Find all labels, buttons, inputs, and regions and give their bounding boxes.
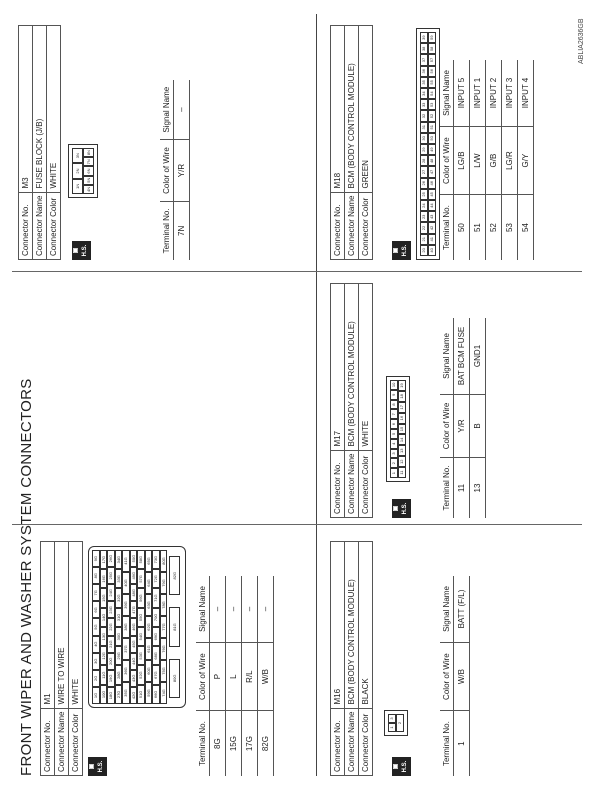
connector-pin: 30 [420, 133, 428, 144]
wire-header: Color of Wire [440, 126, 454, 194]
connector-pin: 2 [396, 714, 404, 732]
connector-pin: 41G [122, 550, 130, 572]
connector-m16-diagram [384, 710, 408, 736]
connector-pin: 60G [145, 660, 153, 682]
terminal-table-m3 [160, 10, 190, 260]
connector-no-value: M1 [41, 541, 55, 708]
connector-pin: 65G [145, 550, 153, 572]
connector-pin: 53 [428, 99, 436, 110]
terminal-cell: 7N [174, 201, 190, 260]
signal-name-cell: GND1 [470, 318, 486, 394]
table-row [518, 60, 534, 260]
table-row [470, 318, 486, 518]
connector-no-label: Connector No. [331, 192, 345, 259]
connector-no-value: M17 [331, 283, 345, 450]
connector-pin: 34 [420, 88, 428, 99]
connector-pin: 47 [428, 166, 436, 177]
wire-header: Color of Wire [440, 394, 454, 457]
connector-pin: 38 [420, 43, 428, 54]
connector-pin: 73G [152, 550, 160, 569]
connector-pin: 3 [388, 714, 396, 723]
wire-color-cell: LG/B [454, 126, 470, 194]
terminal-header: Terminal No. [440, 711, 454, 776]
connector-pin: 21 [420, 234, 428, 245]
connector-pin: 28 [420, 155, 428, 166]
connector-name-value: FUSE BLOCK (J/B) [33, 25, 47, 192]
connector-pin: 62G [145, 616, 153, 638]
connector-pin: 8N [83, 148, 94, 157]
connector-pin: 14G [100, 608, 108, 627]
connector-name-value: WIRE TO WIRE [55, 541, 69, 708]
connector-pin: 55G [137, 608, 145, 627]
connector-pin: 11 [398, 467, 406, 478]
connector-color-value: WHITE [47, 25, 61, 192]
connector-pin: 2 [390, 458, 398, 468]
connector-name-value: BCM (BODY CONTROL MODULE) [345, 541, 359, 708]
connector-pin: 31G [115, 608, 123, 627]
connector-pin: 50G [130, 550, 138, 567]
connector-pin: 59 [428, 32, 436, 43]
connector-pin: 36 [420, 66, 428, 77]
wire-color-cell: LG/R [502, 126, 518, 194]
connector-pin: 1G [92, 687, 100, 704]
connector-color-label: Connector Color [359, 192, 373, 259]
wire-color-cell: W/B [454, 642, 470, 710]
wire-header: Color of Wire [160, 140, 174, 201]
connector-pin: 69G [152, 627, 160, 646]
connector-pin: 57G [137, 569, 145, 588]
connector-pin: 68G [152, 646, 160, 665]
connector-pin: 46 [428, 178, 436, 189]
connector-pin: 79G [160, 572, 168, 594]
connector-pin: 45 [428, 189, 436, 200]
connector-pin: 21G [107, 636, 115, 653]
connector-pin: 27G [115, 685, 123, 704]
connector-info-table [330, 25, 373, 260]
connector-pin: 56 [428, 66, 436, 77]
connector-pin: 14 [398, 434, 406, 445]
hs-icon: ▣ H.S. [72, 241, 91, 260]
signal-name-cell: – [226, 576, 242, 642]
connector-pin: 10G [100, 685, 108, 704]
connector-pin: 7G [92, 584, 100, 601]
table-row [258, 576, 274, 776]
connector-pin: 13G [100, 627, 108, 646]
signal-header: Signal Name [440, 60, 454, 126]
signal-name-cell: INPUT 4 [518, 60, 534, 126]
signal-name-cell: INPUT 1 [470, 60, 486, 126]
table-row [502, 60, 518, 260]
signal-table [440, 318, 486, 518]
table-row [470, 60, 486, 260]
connector-pin: 25G [107, 567, 115, 584]
connector-panel-m1 [40, 526, 177, 776]
connector-name-label: Connector Name [55, 708, 69, 775]
connector-pin: 22 [420, 222, 428, 233]
connector-pin: 31 [420, 122, 428, 133]
connector-pin: 4N [83, 185, 94, 194]
table-row [226, 576, 242, 776]
wire-color-cell: P [210, 642, 226, 710]
signal-table [440, 576, 470, 776]
terminal-cell: 11 [454, 458, 470, 518]
connector-m18-diagram [416, 28, 440, 260]
connector-pin: 3N [72, 148, 83, 163]
hs-icon: ▣ H.S. [392, 499, 411, 518]
wire-header: Color of Wire [196, 642, 210, 710]
connector-pin: 20 [420, 245, 428, 256]
connector-pin: 3G [92, 653, 100, 670]
terminal-cell: 15G [226, 711, 242, 776]
connector-pin: 59G [145, 682, 153, 704]
connector-pin: 29G [115, 646, 123, 665]
connector-pin: 58G [137, 550, 145, 569]
connector-pin: 7 [390, 409, 398, 419]
connector-pin: 77G [160, 616, 168, 638]
wire-color-cell: W/B [258, 642, 274, 710]
connector-panel-m16 [330, 526, 408, 776]
signal-header: Signal Name [196, 576, 210, 642]
connector-pin: 45G [130, 636, 138, 653]
connector-name-value: BCM (BODY CONTROL MODULE) [345, 283, 359, 450]
terminal-table-m18 [440, 10, 534, 260]
terminal-cell: 51 [470, 195, 486, 260]
wire-color-cell: Y/R [454, 394, 470, 457]
connector-m17-diagram [386, 376, 410, 482]
connector-pin-large: 80G [169, 659, 180, 698]
signal-name-cell: – [258, 576, 274, 642]
connector-pin: 12G [100, 646, 108, 665]
connector-pin: 17G [100, 550, 108, 569]
connector-pin: 52G [137, 666, 145, 685]
connector-pin: 7N [83, 157, 94, 166]
signal-header: Signal Name [440, 576, 454, 642]
connector-pin: 44 [428, 200, 436, 211]
table-row [174, 80, 190, 260]
wire-color-cell: B [470, 394, 486, 457]
connector-pin: 37 [420, 54, 428, 65]
connector-pin: 6 [390, 419, 398, 429]
connector-pin: 71G [152, 589, 160, 608]
connector-pin: 17 [398, 402, 406, 413]
connector-name-value: BCM (BODY CONTROL MODULE) [345, 25, 359, 192]
connector-color-label: Connector Color [47, 192, 61, 259]
hs-icon: ▣ H.S. [392, 241, 411, 260]
connector-pin: 25 [420, 189, 428, 200]
connector-pin: 19 [398, 380, 406, 391]
connector-pin: 16 [398, 413, 406, 424]
connector-pin: 72G [152, 569, 160, 588]
connector-panel-m18 [330, 10, 434, 260]
connector-pin: 75G [160, 660, 168, 682]
terminal-cell: 17G [242, 711, 258, 776]
connector-pin: 13 [398, 445, 406, 456]
connector-pin: 43 [428, 211, 436, 222]
connector-pin: 48G [130, 584, 138, 601]
signal-header: Signal Name [160, 80, 174, 140]
terminal-header: Terminal No. [440, 195, 454, 260]
wire-color-cell: G/Y [518, 126, 534, 194]
connector-no-label: Connector No. [331, 450, 345, 517]
connector-pin: 2N [72, 163, 83, 178]
connector-pin: 1N [72, 179, 83, 194]
terminal-cell: 13 [470, 458, 486, 518]
connector-pin: 24 [420, 200, 428, 211]
connector-pin: 1 [390, 468, 398, 478]
horizontal-divider [316, 14, 317, 776]
terminal-cell: 52 [486, 195, 502, 260]
connector-pin: 6N [83, 166, 94, 175]
signal-table [160, 80, 190, 260]
signal-header: Signal Name [440, 318, 454, 394]
terminal-table-m1 [196, 526, 274, 776]
connector-info-table [18, 25, 61, 260]
connector-pin: 39 [420, 32, 428, 43]
connector-pin: 41 [428, 234, 436, 245]
connector-pin: 20G [107, 653, 115, 670]
connector-pin: 9G [92, 550, 100, 567]
connector-color-label: Connector Color [69, 708, 83, 775]
signal-name-cell: – [174, 80, 190, 140]
wire-color-cell: L/W [470, 126, 486, 194]
connector-pin: 42G [130, 687, 138, 704]
connector-info-table [330, 283, 373, 518]
connector-pin-large: 82G [169, 556, 180, 595]
connector-pin: 36G [122, 660, 130, 682]
terminal-header: Terminal No. [196, 711, 210, 776]
connector-pin: 11G [100, 666, 108, 685]
terminal-header: Terminal No. [160, 201, 174, 260]
connector-info-table [330, 541, 373, 776]
connector-pin: 1 [388, 723, 396, 732]
connector-pin: 38G [122, 616, 130, 638]
signal-name-cell: – [210, 576, 226, 642]
signal-table [196, 576, 274, 776]
connector-pin: 53G [137, 646, 145, 665]
connector-pin: 2G [92, 670, 100, 687]
connector-pin: 42 [428, 222, 436, 233]
connector-pin: 35G [122, 682, 130, 704]
page-title: FRONT WIPER AND WASHER SYSTEM CONNECTORS [18, 378, 35, 776]
connector-pin: 5N [83, 176, 94, 185]
connector-pin: 3 [390, 449, 398, 459]
connector-no-value: M3 [19, 25, 33, 192]
connector-pin: 23 [420, 211, 428, 222]
terminal-table-m17 [440, 268, 486, 518]
connector-pin: 54G [137, 627, 145, 646]
table-row [242, 576, 258, 776]
wire-header: Color of Wire [440, 642, 454, 710]
table-row [454, 318, 470, 518]
terminal-cell: 53 [502, 195, 518, 260]
connector-pin: 54 [428, 88, 436, 99]
connector-no-value: M16 [331, 541, 345, 708]
terminal-cell: 50 [454, 195, 470, 260]
connector-pin: 12 [398, 456, 406, 467]
table-row [486, 60, 502, 260]
connector-pin: 28G [115, 666, 123, 685]
connector-pin: 4 [390, 439, 398, 449]
connector-pin: 6G [92, 601, 100, 618]
figure-code: ABLIA2636GB [578, 18, 585, 64]
hs-icon: ▣ H.S. [392, 757, 411, 776]
connector-pin: 33G [115, 569, 123, 588]
terminal-cell: 82G [258, 711, 274, 776]
connector-pin: 51 [428, 122, 436, 133]
vertical-divider-1 [12, 524, 582, 525]
wire-color-cell: Y/R [174, 140, 190, 201]
vertical-divider-2 [12, 271, 582, 272]
connector-pin: 47G [130, 601, 138, 618]
connector-pin: 63G [145, 594, 153, 616]
connector-pin: 80G [160, 550, 168, 572]
connector-pin: 61G [145, 638, 153, 660]
signal-name-cell: BAT BCM FUSE [454, 318, 470, 394]
connector-color-label: Connector Color [359, 450, 373, 517]
connector-pin: 15G [100, 589, 108, 608]
connector-pin: 19G [107, 670, 115, 687]
connector-color-value: GREEN [359, 25, 373, 192]
connector-pin: 34G [115, 550, 123, 569]
connector-pin: 26G [107, 550, 115, 567]
connector-pin: 27 [420, 166, 428, 177]
connector-pin: 51G [137, 685, 145, 704]
connector-pin: 35 [420, 77, 428, 88]
connector-name-label: Connector Name [345, 708, 359, 775]
connector-color-value: WHITE [69, 541, 83, 708]
table-row [454, 60, 470, 260]
connector-pin: 18 [398, 391, 406, 402]
wire-color-cell: R/L [242, 642, 258, 710]
connector-pin: 33 [420, 99, 428, 110]
connector-pin: 15 [398, 424, 406, 435]
connector-name-label: Connector Name [345, 450, 359, 517]
connector-pin: 8 [390, 400, 398, 410]
terminal-header: Terminal No. [440, 458, 454, 518]
connector-pin: 64G [145, 572, 153, 594]
hs-icon: ▣ H.S. [88, 757, 107, 776]
connector-pin: 23G [107, 601, 115, 618]
connector-color-value: BLACK [359, 541, 373, 708]
connector-no-label: Connector No. [19, 192, 33, 259]
connector-no-value: M18 [331, 25, 345, 192]
connector-pin: 32 [420, 110, 428, 121]
terminal-cell: 1 [454, 711, 470, 776]
connector-pin: 37G [122, 638, 130, 660]
connector-pin: 46G [130, 618, 138, 635]
signal-name-cell: INPUT 3 [502, 60, 518, 126]
connector-pin: 32G [115, 589, 123, 608]
connector-pin: 40 [428, 245, 436, 256]
connector-pin: 48 [428, 155, 436, 166]
connector-pin: 50 [428, 133, 436, 144]
wire-color-cell: G/B [486, 126, 502, 194]
connector-pin: 52 [428, 110, 436, 121]
connector-pin: 76G [160, 638, 168, 660]
signal-name-cell: INPUT 5 [454, 60, 470, 126]
connector-pin: 29 [420, 144, 428, 155]
connector-pin: 22G [107, 618, 115, 635]
connector-pin: 40G [122, 572, 130, 594]
connector-pin: 70G [152, 608, 160, 627]
connector-pin: 5 [390, 429, 398, 439]
signal-name-cell: – [242, 576, 258, 642]
connector-pin: 56G [137, 589, 145, 608]
connector-pin: 24G [107, 584, 115, 601]
connector-pin: 30G [115, 627, 123, 646]
connector-pin: 10 [390, 380, 398, 390]
connector-info-table [40, 541, 83, 776]
connector-pin: 18G [107, 687, 115, 704]
connector-pin: 66G [152, 685, 160, 704]
table-row [210, 576, 226, 776]
connector-pin: 43G [130, 670, 138, 687]
connector-m1-diagram [88, 546, 186, 708]
connector-color-label: Connector Color [359, 708, 373, 775]
signal-name-cell: BATT (F/L) [454, 576, 470, 642]
connector-panel-m3 [18, 10, 91, 260]
signal-table [440, 60, 534, 260]
connector-pin: 9 [390, 390, 398, 400]
connector-pin: 44G [130, 653, 138, 670]
connector-pin: 57 [428, 54, 436, 65]
connector-pin: 16G [100, 569, 108, 588]
connector-panel-m17 [330, 268, 408, 518]
connector-no-label: Connector No. [41, 708, 55, 775]
connector-pin: 67G [152, 666, 160, 685]
connector-color-value: WHITE [359, 283, 373, 450]
connector-no-label: Connector No. [331, 708, 345, 775]
connector-name-label: Connector Name [345, 192, 359, 259]
connector-pin: 55 [428, 77, 436, 88]
connector-pin: 8G [92, 567, 100, 584]
wire-color-cell: L [226, 642, 242, 710]
connector-pin: 74G [160, 682, 168, 704]
connector-name-label: Connector Name [33, 192, 47, 259]
table-row [454, 576, 470, 776]
connector-pin: 58 [428, 43, 436, 54]
connector-pin: 26 [420, 178, 428, 189]
signal-name-cell: INPUT 2 [486, 60, 502, 126]
connector-m3-diagram [68, 144, 98, 198]
connector-pin: 78G [160, 594, 168, 616]
connector-pin: 49 [428, 144, 436, 155]
connector-pin: 4G [92, 636, 100, 653]
terminal-cell: 8G [210, 711, 226, 776]
terminal-table-m16 [440, 526, 470, 776]
connector-pin: 49G [130, 567, 138, 584]
terminal-cell: 54 [518, 195, 534, 260]
connector-pin: 39G [122, 594, 130, 616]
connector-pin-large: 81G [169, 607, 180, 646]
connector-pin: 5G [92, 618, 100, 635]
